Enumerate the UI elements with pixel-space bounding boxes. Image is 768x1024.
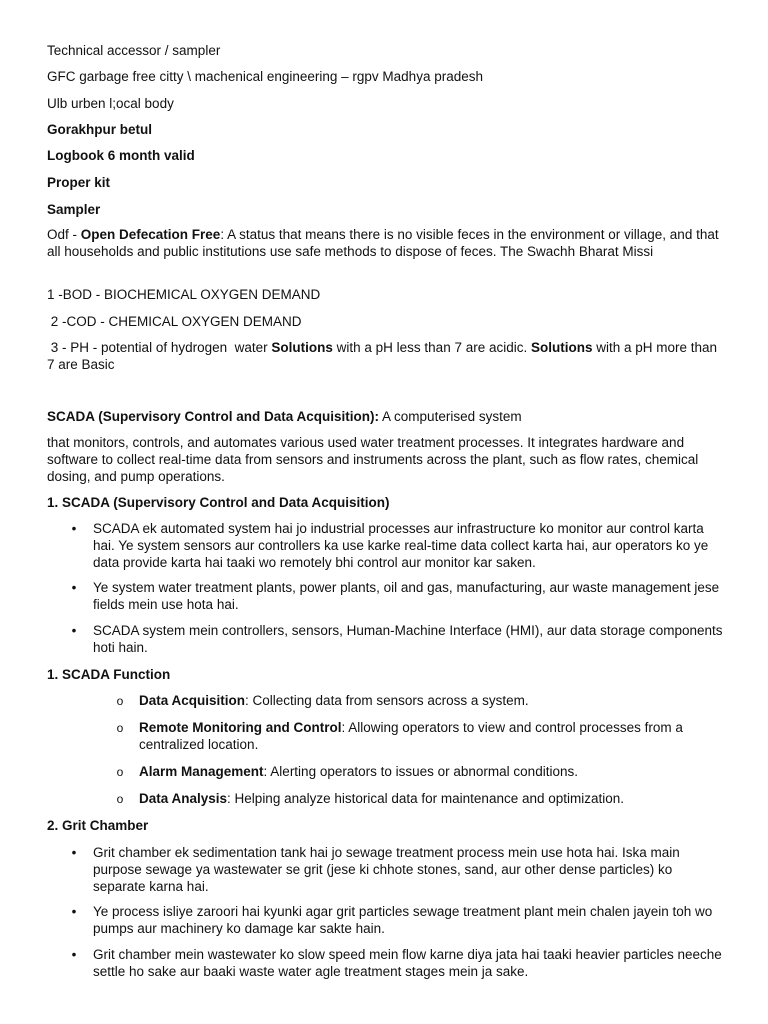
line-technical-accessor: Technical accessor / sampler	[47, 43, 221, 58]
grit-heading: 2. Grit Chamber	[47, 818, 149, 833]
list-item-text: SCADA ek automated system hai jo industrial processes aur infrastructure ko monitor aur control karta hai. Ye system sensors aur controllers ka use karke real-time data collect karta hai, aur operators ko ye data provide karta hai taaki wo remotely bhi control aur monitor kar saken.	[93, 521, 709, 570]
circle-bullet-icon: o	[116, 721, 124, 735]
ph-paragraph	[47, 340, 723, 374]
sub-list-item-text	[139, 791, 723, 808]
odf-text: : A status that means there is no visible feces in the environment or village, and that all households and public institutions use safe methods to dispose of feces. The Swachh Bharat Missi	[47, 227, 719, 259]
list-item-text: Ye process isliye zaroori hai kyunki agar grit particles sewage treatment plant mein chalen jayein toh wo pumps aur machinery ko damage kar sakte hain.	[93, 904, 713, 936]
grit-heading-wrap	[47, 818, 723, 835]
section1-heading-wrap	[47, 495, 723, 512]
ph-part-d: Solutions	[531, 340, 593, 355]
sub-list-item-text	[139, 764, 723, 781]
bullet-icon: •	[71, 521, 77, 536]
line-sampler-wrap	[47, 202, 723, 219]
bullet-icon: •	[71, 947, 77, 962]
line-logbook-wrap	[47, 148, 723, 165]
bod-line: 1 -BOD - BIOCHEMICAL OXYGEN DEMAND	[47, 287, 321, 302]
line-sampler: Sampler	[47, 202, 101, 217]
scada-intro-text: A computerised system	[379, 409, 522, 424]
scada-intro	[47, 409, 723, 426]
odf-paragraph	[47, 227, 723, 261]
line-logbook: Logbook 6 month valid	[47, 148, 195, 163]
scada-intro-term: SCADA (Supervisory Control and Data Acquisition):	[47, 409, 380, 424]
list-item-text: Grit chamber mein wastewater ko slow speed mein flow karne diya jata hai taaki heavier particles neeche settle ho sake aur baaki waste water agle treatment stages mein ja sake.	[93, 947, 722, 979]
ph-part-b: Solutions	[271, 340, 333, 355]
list-item-text: Grit chamber ek sedimentation tank hai jo sewage treatment process mein use hota hai. Iska main purpose sewage ya wastewater se grit (jese ki chhote stones, sand, aur other dense particles) ko separate karna hai.	[93, 845, 680, 894]
bullet-icon: •	[71, 580, 77, 595]
sub-item-desc: : Allowing operators to view and control processes from a centralized location.	[139, 720, 683, 752]
line-ulb: Ulb urben l;ocal body	[47, 96, 174, 111]
scada-paragraph: that monitors, controls, and automates various used water treatment processes. It integrates hardware and software to collect real-time data from sensors and instruments across the plant, such as flow rates, chemical dosing, and pump operations.	[47, 435, 699, 484]
sub-list-item-text	[139, 693, 723, 710]
circle-bullet-icon: o	[116, 765, 124, 779]
sub-item-desc: : Helping analyze historical data for maintenance and optimization.	[227, 791, 625, 806]
sub-item-desc: : Collecting data from sensors across a system.	[245, 693, 529, 708]
function-heading-wrap	[47, 667, 723, 684]
sub-item-term: Remote Monitoring and Control	[139, 720, 342, 735]
circle-bullet-icon: o	[116, 694, 124, 708]
sub-list-item-text	[139, 720, 723, 754]
sub-item-term: Data Acquisition	[139, 693, 246, 708]
list-item-text: Ye system water treatment plants, power plants, oil and gas, manufacturing, aur waste management jese fields mein use hota hai.	[93, 580, 720, 612]
sub-item-term: Alarm Management	[139, 764, 264, 779]
ph-part-e: with a pH more than 7 are Basic	[47, 340, 721, 372]
odf-prefix: Odf -	[47, 227, 81, 242]
bullet-icon: •	[71, 845, 77, 860]
line-proper-kit-wrap	[47, 175, 723, 192]
circle-bullet-icon: o	[116, 792, 124, 806]
line-gorakhpur: Gorakhpur betul	[47, 122, 153, 137]
line-gfc: GFC garbage free citty \ machenical engineering – rgpv Madhya pradesh	[47, 69, 483, 84]
bullet-icon: •	[71, 623, 77, 638]
sub-item-desc: : Alerting operators to issues or abnormal conditions.	[263, 764, 578, 779]
ph-part-a: 3 - PH - potential of hydrogen water	[47, 340, 272, 355]
line-gorakhpur-wrap	[47, 122, 723, 139]
function-heading: 1. SCADA Function	[47, 667, 171, 682]
ph-part-c: with a pH less than 7 are acidic.	[332, 340, 531, 355]
section1-heading: 1. SCADA (Supervisory Control and Data Acquisition)	[47, 495, 390, 510]
cod-line: 2 -COD - CHEMICAL OXYGEN DEMAND	[47, 314, 302, 329]
line-proper-kit: Proper kit	[47, 175, 111, 190]
bullet-icon: •	[71, 904, 77, 919]
odf-term: Open Defecation Free	[80, 227, 221, 242]
list-item-text: SCADA system mein controllers, sensors, Human-Machine Interface (HMI), aur data storage components hoti hain.	[93, 623, 723, 655]
sub-item-term: Data Analysis	[139, 791, 228, 806]
